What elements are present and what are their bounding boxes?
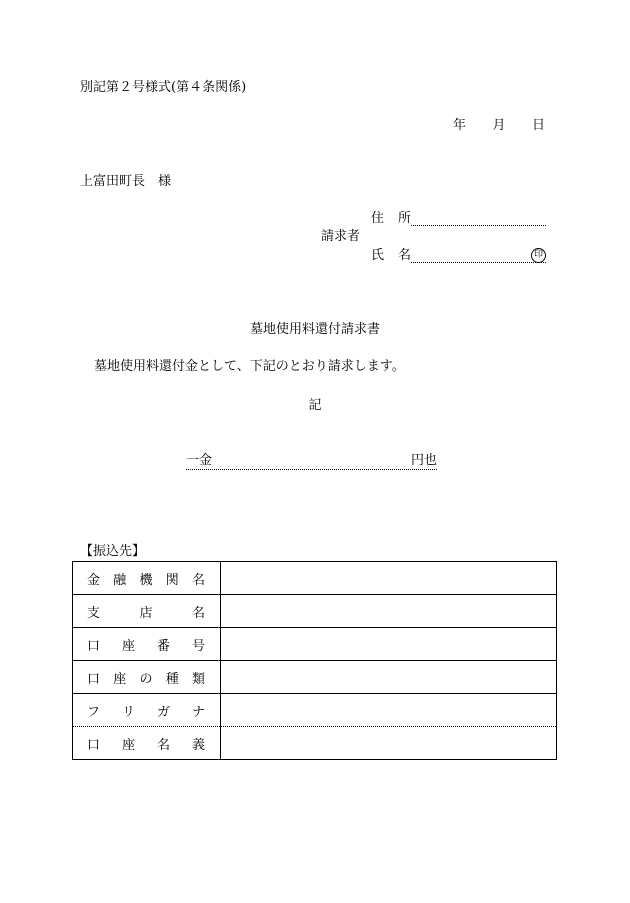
table-row [73, 628, 557, 661]
account-holder-field[interactable] [221, 727, 557, 760]
table-row [73, 661, 557, 694]
table-row [73, 694, 557, 727]
table-row [73, 595, 557, 628]
bank-name-label: 金 融 機 関 名 [87, 572, 205, 588]
document-title: 墓地使用料還付請求書 [249, 322, 380, 337]
account-holder-label: 口 座 名 義 [73, 727, 221, 760]
account-type-label: 口 座 の 種 類 [73, 661, 221, 694]
account-number-label: 口 座 番 号 [73, 628, 221, 661]
name-label: 氏 名 [371, 248, 411, 263]
form-number: 別記第２号様式(第４条関係) [80, 80, 247, 95]
account-type-field[interactable] [221, 661, 557, 694]
requester-label: 請求者 [321, 229, 361, 244]
branch-name-field[interactable] [221, 595, 557, 628]
name-field[interactable] [411, 248, 546, 263]
seal-mark: 印 [531, 248, 546, 263]
address-label: 住 所 [371, 211, 411, 226]
amount-line[interactable] [186, 453, 437, 470]
name-row [371, 248, 546, 264]
transfer-header: 【振込先】 [80, 544, 146, 559]
addressee: 上富田町長 様 [80, 174, 172, 189]
furigana-field[interactable] [221, 694, 557, 727]
date-day: 日 [531, 118, 545, 133]
ki-heading: 記 [308, 398, 322, 413]
transfer-table [72, 561, 557, 760]
address-field[interactable] [411, 211, 546, 226]
date-month: 月 [492, 118, 506, 133]
branch-name-label: 支 店 名 [73, 595, 221, 628]
amount-prefix: 一金 [186, 453, 213, 468]
body-text: 墓地使用料還付金として、下記のとおり請求します。 [94, 359, 405, 374]
account-number-field[interactable] [221, 628, 557, 661]
table-row [73, 562, 557, 595]
date-line [453, 118, 545, 134]
bank-name-field[interactable] [221, 562, 557, 595]
date-year: 年 [453, 118, 467, 133]
address-row [371, 211, 546, 227]
table-row [73, 727, 557, 760]
amount-suffix: 円也 [410, 453, 437, 468]
furigana-label: フ リ ガ ナ [73, 694, 221, 727]
